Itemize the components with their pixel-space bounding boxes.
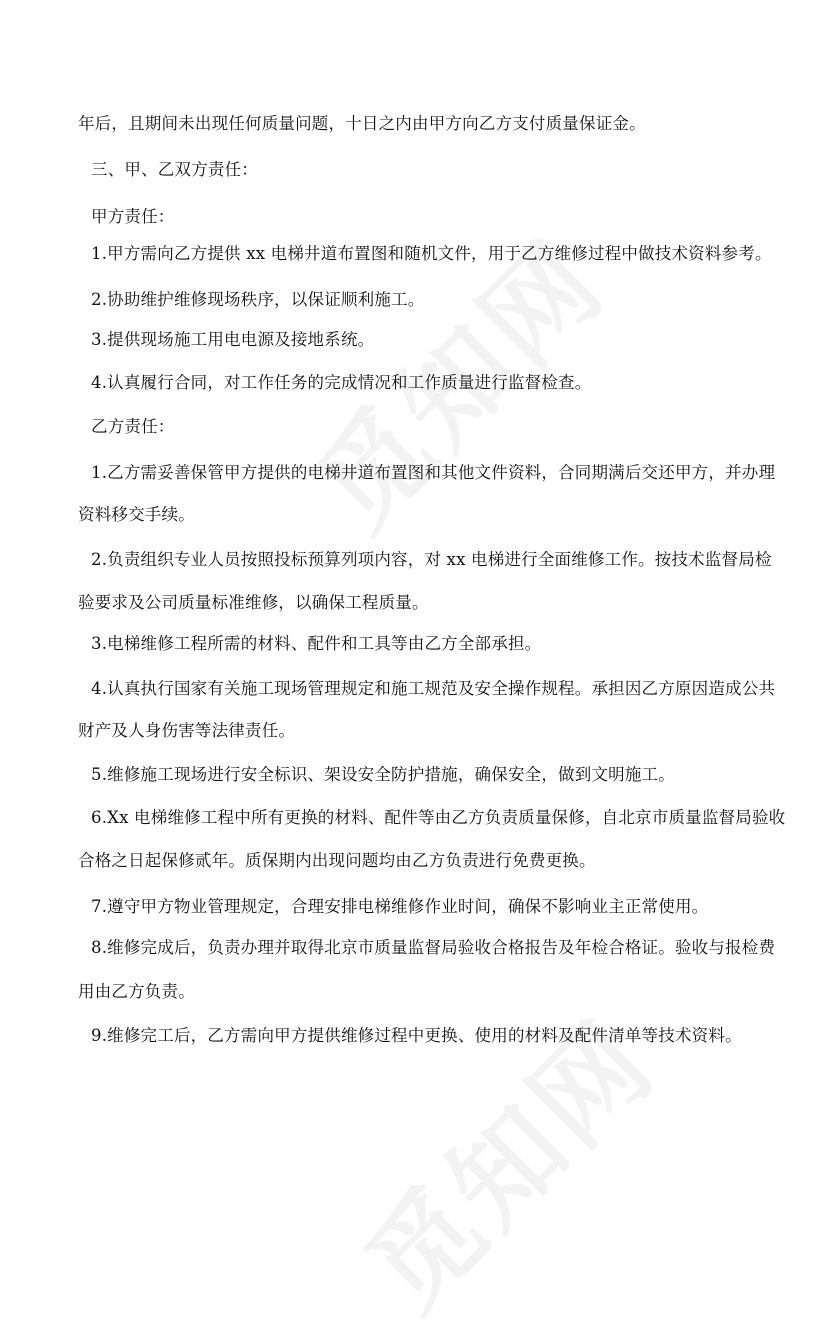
list-item: 2.负责组织专业人员按照投标预算列项内容，对 xx 电梯进行全面维修工作。按技术监督局检 xyxy=(91,550,772,569)
list-item: 1.甲方需向乙方提供 xx 电梯井道布置图和随机文件，用于乙方维修过程中做技术资料参考。 xyxy=(91,244,772,263)
list-item: 6.Xx 电梯维修工程中所有更换的材料、配件等由乙方负责质量保修，自北京市质量监督局验收 xyxy=(91,808,786,827)
list-item: 1.乙方需妥善保管甲方提供的电梯井道布置图和其他文件资料，合同期满后交还甲方，并办理 xyxy=(91,463,776,482)
list-item: 4.认真执行国家有关施工现场管理规定和施工规范及安全操作规程。承担因乙方原因造成公共 xyxy=(91,679,776,698)
list-item-continuation: 财产及人身伤害等法律责任。 xyxy=(78,721,296,740)
subsection-heading: 甲方责任： xyxy=(91,207,175,226)
list-item: 9.维修完工后，乙方需向甲方提供维修过程中更换、使用的材料及配件清单等技术资料。 xyxy=(91,1026,742,1045)
paragraph-line: 年后，且期间未出现任何质量问题，十日之内由甲方向乙方支付质量保证金。 xyxy=(78,114,646,133)
subsection-heading: 乙方责任： xyxy=(91,417,175,436)
section-heading: 三、甲、乙双方责任： xyxy=(91,160,258,179)
list-item: 7.遵守甲方物业管理规定，合理安排电梯维修作业时间，确保不影响业主正常使用。 xyxy=(91,897,709,916)
list-item-continuation: 合格之日起保修贰年。质保期内出现问题均由乙方负责进行免费更换。 xyxy=(78,851,596,870)
list-item-continuation: 资料移交手续。 xyxy=(78,505,195,524)
list-item: 4.认真履行合同，对工作任务的完成情况和工作质量进行监督检查。 xyxy=(91,373,592,392)
list-item: 8.维修完成后，负责办理并取得北京市质量监督局验收合格报告及年检合格证。验收与报检费 xyxy=(91,938,776,957)
list-item: 3.提供现场施工用电电源及接地系统。 xyxy=(91,330,375,349)
list-item-continuation: 用由乙方负责。 xyxy=(78,982,195,1001)
list-item-continuation: 验要求及公司质量标准维修，以确保工程质量。 xyxy=(78,593,429,612)
list-item: 3.电梯维修工程所需的材料、配件和工具等由乙方全部承担。 xyxy=(91,634,542,653)
list-item: 5.维修施工现场进行安全标识、架设安全防护措施，确保安全，做到文明施工。 xyxy=(91,765,675,784)
list-item: 2.协助维护维修现场秩序，以保证顺利施工。 xyxy=(91,290,425,309)
